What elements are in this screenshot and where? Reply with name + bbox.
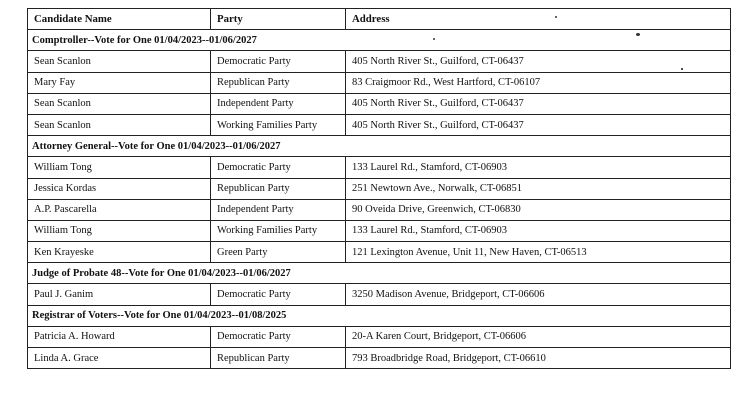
candidate-name-cell: Paul J. Ganim bbox=[28, 284, 211, 305]
address-cell: 405 North River St., Guilford, CT-06437 bbox=[346, 93, 731, 114]
candidate-name-cell: Sean Scanlon bbox=[28, 114, 211, 135]
candidate-table bbox=[27, 8, 731, 369]
scan-speck bbox=[433, 38, 435, 40]
header-row bbox=[28, 9, 731, 30]
table-row bbox=[28, 51, 731, 72]
table-row bbox=[28, 93, 731, 114]
address-cell: 405 North River St., Guilford, CT-06437 bbox=[346, 114, 731, 135]
table-row bbox=[28, 157, 731, 178]
section-header-row bbox=[28, 30, 731, 51]
section-title: Attorney General--Vote for One 01/04/2023--01/06/2027 bbox=[28, 136, 731, 157]
table-row bbox=[28, 242, 731, 263]
address-cell: 133 Laurel Rd., Stamford, CT-06903 bbox=[346, 220, 731, 241]
candidate-name-cell: William Tong bbox=[28, 157, 211, 178]
party-cell: Working Families Party bbox=[211, 114, 346, 135]
section-title: Judge of Probate 48--Vote for One 01/04/2023--01/06/2027 bbox=[28, 263, 731, 284]
candidate-name-cell: A.P. Pascarella bbox=[28, 199, 211, 220]
address-cell: 133 Laurel Rd., Stamford, CT-06903 bbox=[346, 157, 731, 178]
table-body bbox=[28, 30, 731, 369]
party-cell: Democratic Party bbox=[211, 157, 346, 178]
candidate-document bbox=[27, 8, 731, 369]
table-row bbox=[28, 326, 731, 347]
section-title: Comptroller--Vote for One 01/04/2023--01/06/2027 bbox=[28, 30, 731, 51]
address-cell: 3250 Madison Avenue, Bridgeport, CT-06606 bbox=[346, 284, 731, 305]
header-candidate-name: Candidate Name bbox=[28, 9, 211, 30]
candidate-name-cell: Sean Scanlon bbox=[28, 51, 211, 72]
section-header-row bbox=[28, 136, 731, 157]
party-cell: Democratic Party bbox=[211, 284, 346, 305]
table-row bbox=[28, 178, 731, 199]
table-row bbox=[28, 284, 731, 305]
candidate-name-cell: Sean Scanlon bbox=[28, 93, 211, 114]
address-cell: 90 Oveida Drive, Greenwich, CT-06830 bbox=[346, 199, 731, 220]
header-party: Party bbox=[211, 9, 346, 30]
candidate-name-cell: Jessica Kordas bbox=[28, 178, 211, 199]
candidate-name-cell: Patricia A. Howard bbox=[28, 326, 211, 347]
candidate-name-cell: Ken Krayeske bbox=[28, 242, 211, 263]
address-cell: 83 Craigmoor Rd., West Hartford, CT-06107 bbox=[346, 72, 731, 93]
address-cell: 121 Lexington Avenue, Unit 11, New Haven, CT-06513 bbox=[346, 242, 731, 263]
candidate-name-cell: Linda A. Grace bbox=[28, 348, 211, 369]
party-cell: Working Families Party bbox=[211, 220, 346, 241]
party-cell: Independent Party bbox=[211, 199, 346, 220]
party-cell: Green Party bbox=[211, 242, 346, 263]
section-header-row bbox=[28, 263, 731, 284]
table-row bbox=[28, 72, 731, 93]
party-cell: Democratic Party bbox=[211, 51, 346, 72]
party-cell: Republican Party bbox=[211, 72, 346, 93]
table-row bbox=[28, 220, 731, 241]
party-cell: Democratic Party bbox=[211, 326, 346, 347]
address-cell: 20-A Karen Court, Bridgeport, CT-06606 bbox=[346, 326, 731, 347]
header-address: Address bbox=[346, 9, 731, 30]
scan-speck bbox=[636, 33, 640, 36]
candidate-name-cell: Mary Fay bbox=[28, 72, 211, 93]
party-cell: Independent Party bbox=[211, 93, 346, 114]
address-cell: 793 Broadbridge Road, Bridgeport, CT-06610 bbox=[346, 348, 731, 369]
section-title: Registrar of Voters--Vote for One 01/04/2023--01/08/2025 bbox=[28, 305, 731, 326]
party-cell: Republican Party bbox=[211, 348, 346, 369]
candidate-name-cell: William Tong bbox=[28, 220, 211, 241]
scan-speck bbox=[681, 68, 683, 70]
address-cell: 251 Newtown Ave., Norwalk, CT-06851 bbox=[346, 178, 731, 199]
scan-speck bbox=[555, 16, 557, 18]
table-row bbox=[28, 114, 731, 135]
party-cell: Republican Party bbox=[211, 178, 346, 199]
table-row bbox=[28, 199, 731, 220]
address-cell: 405 North River St., Guilford, CT-06437 bbox=[346, 51, 731, 72]
table-row bbox=[28, 348, 731, 369]
section-header-row bbox=[28, 305, 731, 326]
